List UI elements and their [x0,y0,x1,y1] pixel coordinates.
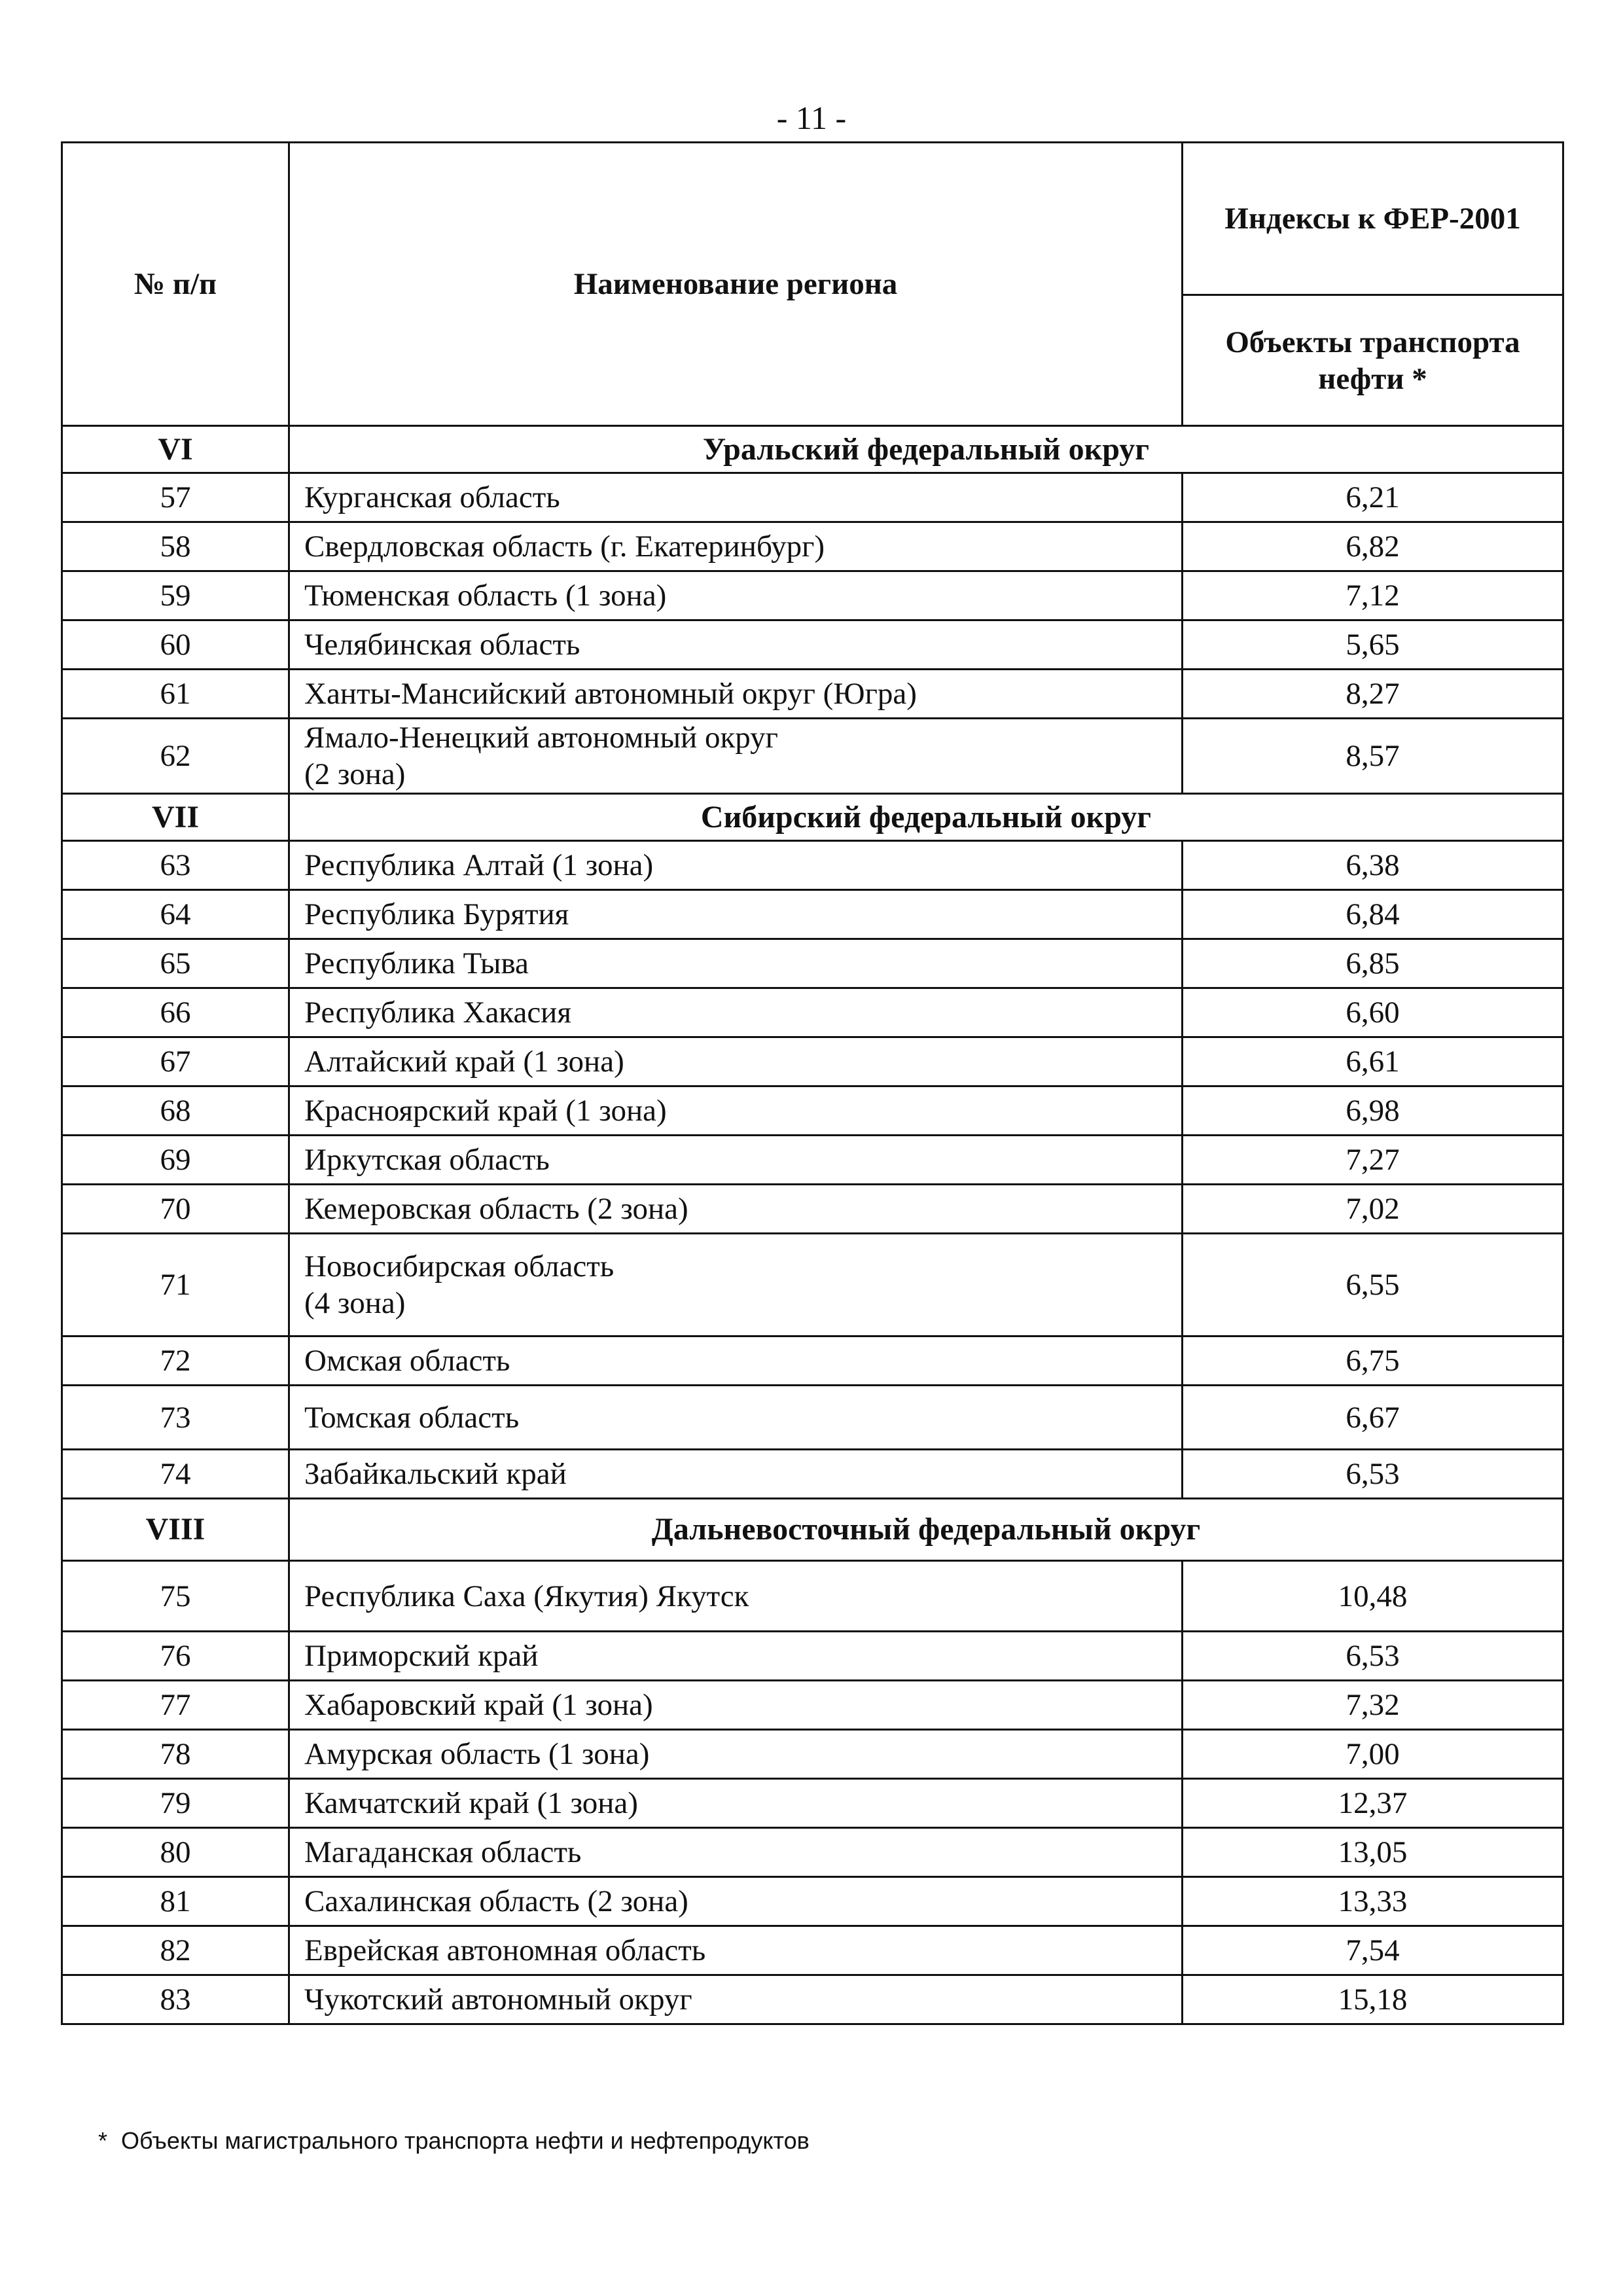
table-row [62,1975,1563,2024]
row-number: 64 [62,890,289,939]
index-value: 6,60 [1183,988,1563,1037]
region-name: Тюменская область (1 зона) [289,571,1183,620]
region-name: Магаданская область [289,1828,1183,1877]
table-row [62,571,1563,620]
index-value: 6,82 [1183,522,1563,571]
index-value: 7,12 [1183,571,1563,620]
section-title: Уральский федеральный округ [289,426,1563,473]
index-value: 7,00 [1183,1730,1563,1779]
table-row [62,1561,1563,1632]
index-value: 7,27 [1183,1136,1563,1185]
index-value: 15,18 [1183,1975,1563,2024]
table-row [62,522,1563,571]
footnote-text: Объекты магистрального транспорта нефти и нефтепродуктов [121,2127,810,2154]
row-number: 78 [62,1730,289,1779]
region-name: Ханты-Мансийский автономный округ (Югра) [289,670,1183,719]
index-value: 12,37 [1183,1779,1563,1828]
row-number: 80 [62,1828,289,1877]
region-index-table [61,141,1564,2025]
table-row [62,1037,1563,1086]
table-row [62,939,1563,988]
section-roman: VI [62,426,289,473]
region-name: Приморский край [289,1632,1183,1681]
table-row [62,841,1563,890]
index-value: 6,53 [1183,1450,1563,1499]
region-name: Курганская область [289,473,1183,522]
row-number: 57 [62,473,289,522]
row-number: 81 [62,1877,289,1926]
row-number: 65 [62,939,289,988]
table-row [62,1450,1563,1499]
region-name: Иркутская область [289,1136,1183,1185]
region-name: Кемеровская область (2 зона) [289,1185,1183,1234]
table-row [62,1234,1563,1336]
index-value: 6,61 [1183,1037,1563,1086]
index-value: 6,67 [1183,1386,1563,1450]
region-name: Свердловская область (г. Екатеринбург) [289,522,1183,571]
region-name: Еврейская автономная область [289,1926,1183,1975]
row-number: 70 [62,1185,289,1234]
table-row [62,1386,1563,1450]
index-value: 6,98 [1183,1086,1563,1136]
row-number: 79 [62,1779,289,1828]
region-name: Республика Бурятия [289,890,1183,939]
region-name: Камчатский край (1 зона) [289,1779,1183,1828]
header-index: Индексы к ФЕР-2001 [1183,143,1563,295]
row-number: 59 [62,571,289,620]
row-number: 69 [62,1136,289,1185]
table-row [62,1185,1563,1234]
section-header-row [62,426,1563,473]
index-value: 13,33 [1183,1877,1563,1926]
table-row [62,1779,1563,1828]
row-number: 61 [62,670,289,719]
section-header-row [62,794,1563,841]
header-number: № п/п [62,143,289,426]
row-number: 66 [62,988,289,1037]
section-title: Сибирский федеральный округ [289,794,1563,841]
region-name: Республика Тыва [289,939,1183,988]
table-row [62,1877,1563,1926]
index-value: 7,54 [1183,1926,1563,1975]
index-value: 13,05 [1183,1828,1563,1877]
row-number: 73 [62,1386,289,1450]
region-name: Хабаровский край (1 зона) [289,1681,1183,1730]
table-row [62,620,1563,670]
region-name: Чукотский автономный округ [289,1975,1183,2024]
row-number: 60 [62,620,289,670]
table-row [62,1681,1563,1730]
region-name: Республика Хакасия [289,988,1183,1037]
region-name: Забайкальский край [289,1450,1183,1499]
row-number: 71 [62,1234,289,1336]
table-row [62,988,1563,1037]
table-row [62,1730,1563,1779]
row-number: 82 [62,1926,289,1975]
index-value: 7,02 [1183,1185,1563,1234]
table-row [62,1828,1563,1877]
table-row [62,1086,1563,1136]
header-region-name: Наименование региона [289,143,1183,426]
index-value: 8,27 [1183,670,1563,719]
index-value: 6,85 [1183,939,1563,988]
table-row [62,1336,1563,1386]
region-name: Омская область [289,1336,1183,1386]
region-name: Томская область [289,1386,1183,1450]
header-oil-transport: Объекты транспорта нефти * [1183,295,1563,426]
region-name: Республика Алтай (1 зона) [289,841,1183,890]
row-number: 77 [62,1681,289,1730]
region-name: Алтайский край (1 зона) [289,1037,1183,1086]
row-number: 76 [62,1632,289,1681]
index-value: 6,21 [1183,473,1563,522]
table-row [62,1632,1563,1681]
row-number: 67 [62,1037,289,1086]
index-value: 10,48 [1183,1561,1563,1632]
section-roman: VIII [62,1499,289,1561]
row-number: 58 [62,522,289,571]
row-number: 68 [62,1086,289,1136]
index-value: 6,38 [1183,841,1563,890]
table-row [62,670,1563,719]
index-value: 8,57 [1183,719,1563,794]
index-value: 7,32 [1183,1681,1563,1730]
row-number: 62 [62,719,289,794]
index-value: 6,84 [1183,890,1563,939]
table-row [62,1926,1563,1975]
table-row [62,1136,1563,1185]
region-name: Челябинская область [289,620,1183,670]
row-number: 83 [62,1975,289,2024]
index-value: 6,75 [1183,1336,1563,1386]
region-name: Республика Саха (Якутия) Якутск [289,1561,1183,1632]
section-roman: VII [62,794,289,841]
row-number: 74 [62,1450,289,1499]
footnote-marker: * [98,2127,108,2154]
table-row [62,890,1563,939]
footnote [98,2127,810,2155]
table-body [62,426,1563,2024]
index-value: 6,55 [1183,1234,1563,1336]
index-value: 5,65 [1183,620,1563,670]
row-number: 63 [62,841,289,890]
page-number: - 11 - [776,99,847,136]
table-row [62,719,1563,794]
index-value: 6,53 [1183,1632,1563,1681]
table-row [62,473,1563,522]
row-number: 75 [62,1561,289,1632]
region-name: Амурская область (1 зона) [289,1730,1183,1779]
region-name: Сахалинская область (2 зона) [289,1877,1183,1926]
row-number: 72 [62,1336,289,1386]
region-name: Ямало-Ненецкий автономный округ (2 зона) [289,719,1183,794]
section-title: Дальневосточный федеральный округ [289,1499,1563,1561]
region-name: Красноярский край (1 зона) [289,1086,1183,1136]
region-name: Новосибирская область (4 зона) [289,1234,1183,1336]
section-header-row [62,1499,1563,1561]
